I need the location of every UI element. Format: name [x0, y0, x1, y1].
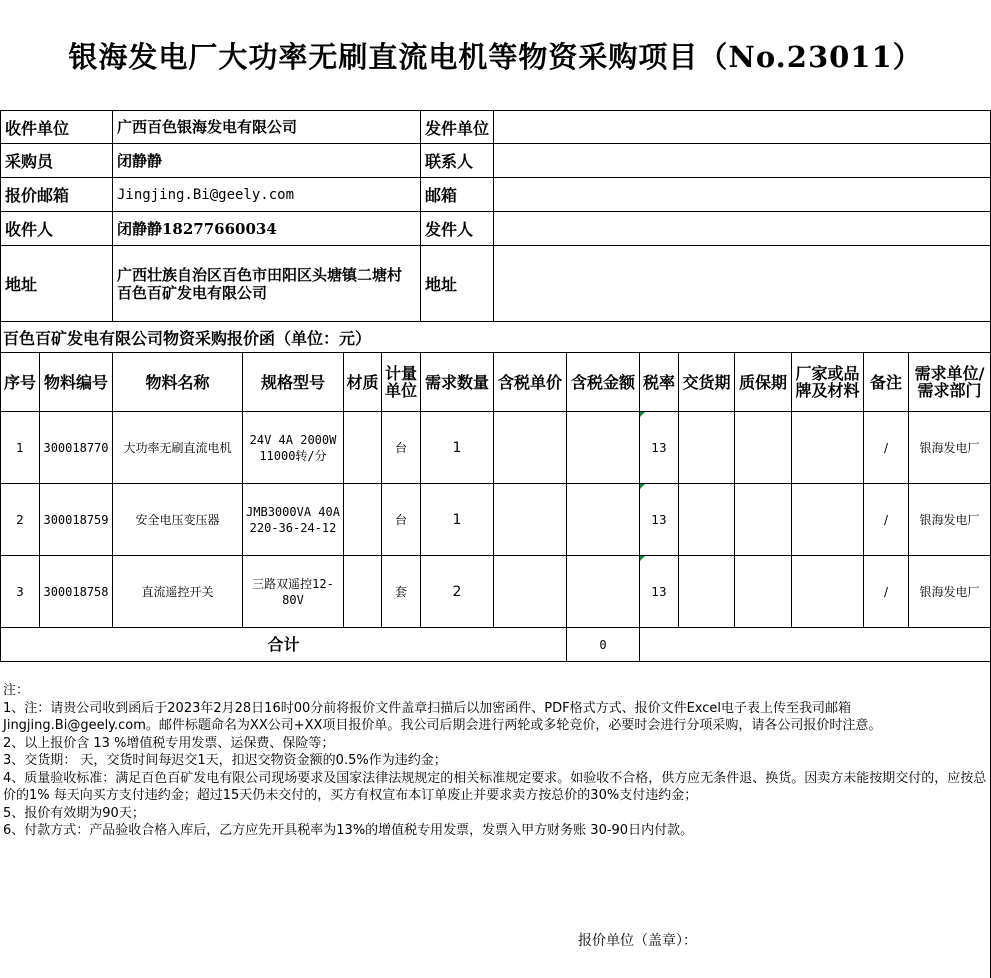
receive-unit-label: 收件单位	[0, 111, 113, 144]
col-warranty-header: 质保期	[735, 353, 792, 412]
row-remark: /	[864, 484, 909, 556]
row-warranty[interactable]	[735, 556, 792, 628]
row-qty: 1	[421, 412, 494, 484]
note-1: 1、注：请贵公司收到函后于2023年2月28日16时00分前将报价文件盖章扫描后以加密函件、PDF格式方式、报价文件Excel电子表上传至我司邮箱 Jingjing.Bi@geely.com。邮件标题命名为XX公司+XX项目报价单。我公司后期会进行两轮或多轮竞价，必要时会进行分项采购，请各公司报价时注意。	[3, 700, 882, 733]
row-unit: 台	[382, 484, 421, 556]
total-value: 0	[567, 628, 640, 662]
row-dept: 银海发电厂	[909, 412, 991, 484]
row-amount[interactable]	[567, 556, 640, 628]
note-2: 2、以上报价含 13 %增值税专用发票、运保费、保险等；	[3, 735, 335, 751]
col-name-header: 物料名称	[113, 353, 243, 412]
col-delivery-header: 交货期	[679, 353, 735, 412]
address-value: 广西壮族自治区百色市田阳区头塘镇二塘村百色百矿发电有限公司	[113, 246, 421, 322]
row-seq: 2	[0, 484, 40, 556]
row-unit: 套	[382, 556, 421, 628]
row-name: 大功率无刷直流电机	[113, 412, 243, 484]
note-3: 3、交货期： 天，交货时间每迟交1天，扣迟交物资金额的0.5%作为违约金；	[3, 753, 447, 768]
row-delivery[interactable]	[679, 556, 735, 628]
row-material[interactable]	[344, 556, 382, 628]
sender-value[interactable]	[494, 212, 991, 246]
row-qty: 2	[421, 556, 494, 628]
row-qty: 1	[421, 484, 494, 556]
col-seq-header: 序号	[0, 353, 40, 412]
row-tax: 13	[640, 556, 679, 628]
row-material[interactable]	[344, 484, 382, 556]
col-code-header: 物料编号	[40, 353, 113, 412]
note-5: 5、报价有效期为90天；	[3, 805, 145, 821]
row-remark: /	[864, 412, 909, 484]
row-delivery[interactable]	[679, 412, 735, 484]
total-rest	[640, 628, 991, 662]
row-dept: 银海发电厂	[909, 556, 991, 628]
buyer-label: 采购员	[0, 144, 113, 178]
row-name: 安全电压变压器	[113, 484, 243, 556]
note-4: 4、质量验收标准：满足百色百矿发电有限公司现场要求及国家法律法规规定的相关标准规定要求。如验收不合格，供方应无条件退、换货。因卖方未能按期交付的，应按总价的1% 每天向买方支付违约金；超过15天仍未交付的，买方有权宣布本订单废止并要求卖方按总价的30%支付违约金；	[3, 770, 987, 803]
row-seq: 1	[0, 412, 40, 484]
col-unit-header: 计量单位	[382, 353, 421, 412]
row-brand[interactable]	[792, 412, 864, 484]
signature-label: 报价单位（盖章）：	[578, 933, 697, 949]
row-tax: 13	[640, 412, 679, 484]
quote-title: 百色百矿发电有限公司物资采购报价函（单位：元）	[0, 322, 991, 353]
page-title: 银海发电厂大功率无刷直流电机等物资采购项目（No.23011）	[68, 39, 923, 74]
contact-label: 联系人	[421, 144, 494, 178]
row-spec: JMB3000VA 40A 220-36-24-12	[243, 484, 344, 556]
col-dept-header: 需求单位/需求部门	[909, 353, 991, 412]
sender-label: 发件人	[421, 212, 494, 246]
email-label: 报价邮箱	[0, 178, 113, 212]
row-amount[interactable]	[567, 412, 640, 484]
col-amount-header: 含税金额	[567, 353, 640, 412]
send-unit-value[interactable]	[494, 111, 991, 144]
contact-value[interactable]	[494, 144, 991, 178]
row-remark: /	[864, 556, 909, 628]
col-price-header: 含税单价	[494, 353, 567, 412]
mailbox-label: 邮箱	[421, 178, 494, 212]
row-unit: 台	[382, 412, 421, 484]
row-delivery[interactable]	[679, 484, 735, 556]
row-name: 直流遥控开关	[113, 556, 243, 628]
row-price[interactable]	[494, 556, 567, 628]
row-spec: 24V 4A 2000W 11000转/分	[243, 412, 344, 484]
total-label: 合计	[0, 628, 567, 662]
row-seq: 3	[0, 556, 40, 628]
row-amount[interactable]	[567, 484, 640, 556]
buyer-value: 闭静静	[113, 144, 421, 178]
row-code: 300018770	[40, 412, 113, 484]
row-tax: 13	[640, 484, 679, 556]
row-code: 300018759	[40, 484, 113, 556]
address-label-right: 地址	[421, 246, 494, 322]
row-warranty[interactable]	[735, 412, 792, 484]
row-price[interactable]	[494, 484, 567, 556]
col-brand-header: 厂家或品牌及材料	[792, 353, 864, 412]
col-material-header: 材质	[344, 353, 382, 412]
col-spec-header: 规格型号	[243, 353, 344, 412]
notes-section	[0, 662, 991, 978]
row-dept: 银海发电厂	[909, 484, 991, 556]
row-brand[interactable]	[792, 556, 864, 628]
send-unit-label: 发件单位	[421, 111, 494, 144]
address-label: 地址	[0, 246, 113, 322]
mailbox-value[interactable]	[494, 178, 991, 212]
row-warranty[interactable]	[735, 484, 792, 556]
row-code: 300018758	[40, 556, 113, 628]
row-material[interactable]	[344, 412, 382, 484]
email-value: Jingjing.Bi@geely.com	[113, 178, 421, 212]
note-6: 6、付款方式：产品验收合格入库后，乙方应先开具税率为13%的增值税专用发票，发票入甲方财务账 30-90日内付款。	[3, 823, 694, 838]
address-right-value[interactable]	[494, 246, 991, 322]
receive-unit-value: 广西百色银海发电有限公司	[113, 111, 421, 144]
col-remark-header: 备注	[864, 353, 909, 412]
row-spec: 三路双遥控12-80V	[243, 556, 344, 628]
receiver-value: 闭静静18277660034	[113, 212, 421, 246]
row-price[interactable]	[494, 412, 567, 484]
receiver-label: 收件人	[0, 212, 113, 246]
notes-heading: 注：	[3, 683, 30, 698]
col-qty-header: 需求数量	[421, 353, 494, 412]
col-tax-header: 税率	[640, 353, 679, 412]
row-brand[interactable]	[792, 484, 864, 556]
